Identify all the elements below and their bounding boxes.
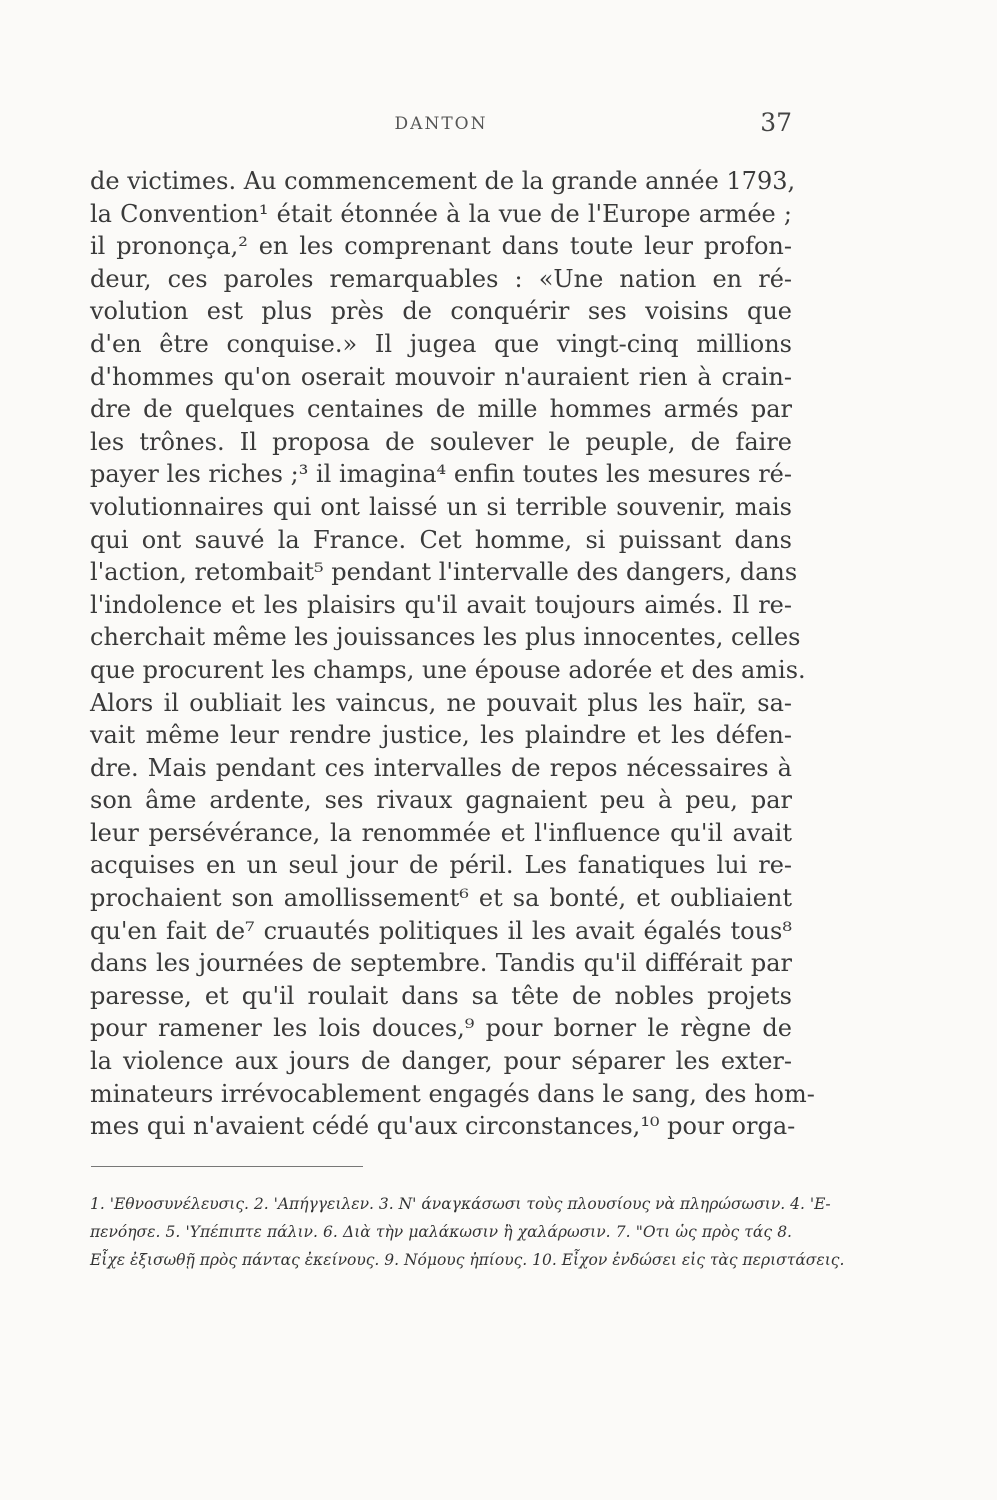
text-line: Alors il oubliait les vaincus, ne pouvait plus les haïr, sa- [90, 688, 792, 717]
text-line: dre. Mais pendant ces intervalles de repos nécessaires à [90, 753, 792, 782]
text-line: la Convention¹ était étonnée à la vue de l'Europe armée ; [90, 199, 792, 228]
text-line: mes qui n'avaient cédé qu'aux circonstances,¹⁰ pour orga- [90, 1112, 796, 1141]
text-line: son âme ardente, ses rivaux gagnaient peu à peu, par [90, 786, 792, 815]
text-line: les trônes. Il proposa de soulever le peuple, de faire [90, 427, 792, 456]
text-line: dans les journées de septembre. Tandis qu'il différait par [90, 949, 792, 978]
text-line: pour ramener les lois douces,⁹ pour borner le règne de [90, 1014, 792, 1043]
text-line: leur persévérance, la renommée et l'influence qu'il avait [90, 818, 792, 847]
text-line: deur, ces paroles remarquables : «Une nation en ré- [90, 264, 792, 293]
text-line: de victimes. Au commencement de la grande année 1793, [90, 167, 796, 195]
page-header [90, 108, 792, 138]
text-line: d'hommes qu'on oserait mouvoir n'auraient rien à crain- [90, 362, 792, 391]
text-line: qui ont sauvé la France. Cet homme, si puissant dans [90, 525, 792, 554]
text-line: l'action, retombait⁵ pendant l'intervalle des dangers, dans [90, 558, 798, 587]
text-line: l'indolence et les plaisirs qu'il avait toujours aimés. Il re- [90, 590, 792, 619]
running-title: DANTON [394, 114, 488, 134]
body-text [90, 165, 815, 1143]
text-line: vait même leur rendre justice, les plaindre et les défen- [90, 721, 792, 750]
text-line: que procurent les champs, une épouse adorée et des amis. [90, 655, 806, 684]
text-line: dre de quelques centaines de mille hommes armés par [90, 395, 792, 424]
text-line: paresse, et qu'il roulait dans sa tête de nobles projets [90, 981, 792, 1010]
text-line: il prononça,² en les comprenant dans toute leur profon- [90, 232, 792, 261]
text-line: volution est plus près de conquérir ses voisins que [90, 297, 792, 326]
text-line: minateurs irrévocablement engagés dans le sang, des hom- [90, 1079, 815, 1108]
text-line: payer les riches ;³ il imagina⁴ enfin toutes les mesures ré- [90, 460, 792, 489]
text-line: qu'en fait de⁷ cruautés politiques il les avait égalés tous⁸ [90, 916, 792, 945]
text-line: prochaient son amollissement⁶ et sa bonté, et oubliaient [90, 884, 792, 913]
text-line: cherchait même les jouissances les plus innocentes, celles [90, 623, 801, 652]
footnotes [90, 1190, 845, 1274]
text-line: volutionnaires qui ont laissé un si terrible souvenir, mais [90, 492, 792, 521]
text-line: acquises en un seul jour de péril. Les fanatiques lui re- [90, 851, 792, 880]
text-line: d'en être conquise.» Il jugea que vingt-cinq millions [90, 329, 792, 358]
footnote-line: Εἶχε ἐξισωθῇ πρὸς πάντας ἐκείνους. 9. Νόμους ἠπίους. 10. Εἶχον ἐνδώσει εἰς τὰς περιστάσεις. [90, 1251, 845, 1269]
footnote-divider [91, 1166, 363, 1167]
footnote-line: πενόησε. 5. 'Υπέπιπτε πάλιν. 6. Διὰ τὴν μαλάκωσιν ἢ χαλάρωσιν. 7. "Οτι ὡς πρὸς τάς 8. [90, 1223, 792, 1241]
text-line: la violence aux jours de danger, pour séparer les exter- [90, 1047, 792, 1076]
footnote-line: 1. 'Εθνοσυνέλευσις. 2. 'Απήγγειλεν. 3. Ν' άναγκάσωσι τοὺς πλουσίους νὰ πληρώσωσιν. 4. 'Ε- [90, 1195, 831, 1213]
page-number: 37 [760, 108, 792, 137]
